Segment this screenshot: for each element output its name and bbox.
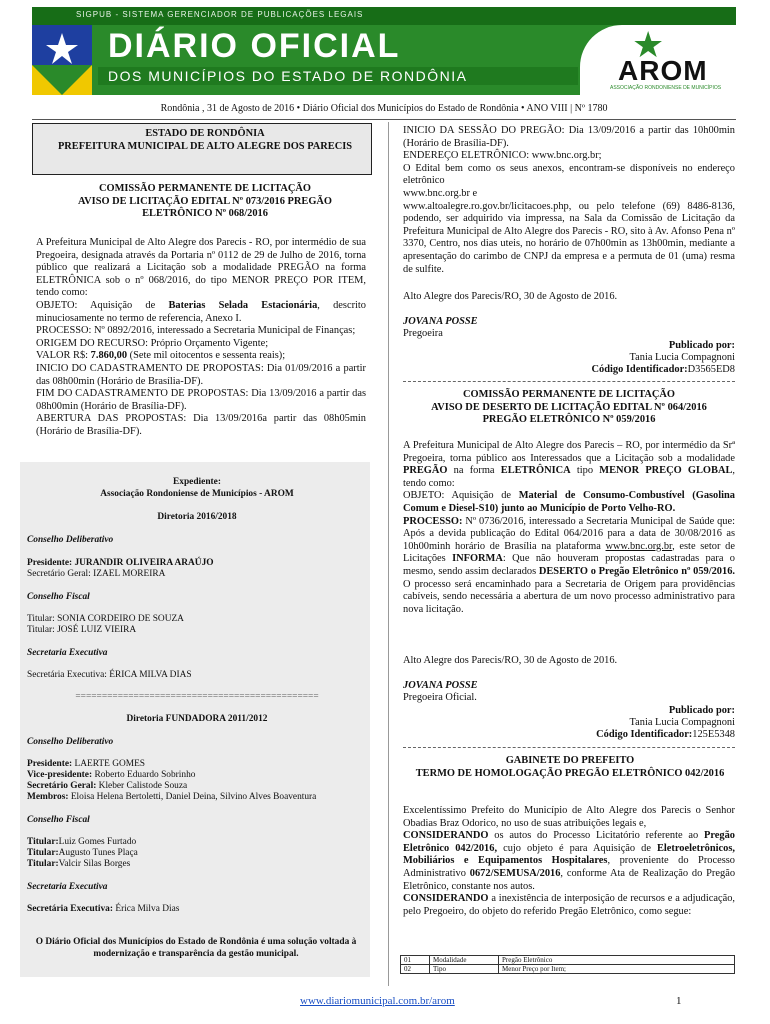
value: Érica Milva Dias bbox=[115, 904, 180, 914]
secretaria-executiva-2: Secretaria Executiva bbox=[27, 882, 108, 892]
label: Titular: bbox=[27, 837, 59, 847]
expediente-separator: ============================================== bbox=[75, 692, 319, 702]
masthead-title: DIÁRIO OFICIAL bbox=[108, 27, 401, 65]
act1-abertura: ABERTURA DAS PROPOSTAS: Dia 13/09/2016a partir das 08h05min (Horário de Brasília-DF). bbox=[36, 413, 366, 437]
table-cell: 02 bbox=[401, 965, 430, 974]
signatory-2-role: Pregoeira Oficial. bbox=[403, 692, 477, 703]
act1-continuation bbox=[403, 125, 735, 276]
identifier-label: Código Identificador: bbox=[596, 729, 693, 740]
conselho-fiscal-2: Conselho Fiscal bbox=[27, 815, 90, 825]
entity-state: ESTADO DE RONDÔNIA bbox=[145, 128, 265, 139]
footer-website-link[interactable]: www.diariomunicipal.com.br/arom bbox=[300, 995, 455, 1007]
titular-c bbox=[27, 859, 367, 871]
signatory-2-name: JOVANA POSSE bbox=[403, 680, 478, 691]
identifier-code: 125E5348 bbox=[692, 729, 735, 740]
t: Material de Consumo-Combustível (Gasolina Comum e Diesel-S10) junto ao Município de Porto Velho-RO. bbox=[403, 490, 735, 514]
act3-considerando-2 bbox=[403, 893, 735, 918]
label: Secretário Geral: bbox=[27, 781, 99, 791]
edital-details: www.altoalegre.ro.gov.br/licitacoes.php, ou pelo telefone (69) 8486-8136, podendo, ser adquirido via impressa, na Sala da Comissão de Licitação da Prefeitura Municipal de Alto Alegre dos Parecis - RO, sito à Av. Afonso Pena nº 3370, Centro, nos dias uteis, no horário de 07h00min as 13h00min, mediante a apresentação do carimbo de CNPJ da empresa e a permuta de 01 (uma) resma de sulfite. bbox=[403, 200, 735, 275]
act2-objeto bbox=[403, 490, 735, 515]
masthead-banner bbox=[32, 7, 736, 95]
act3-term: TERMO DE HOMOLOGAÇÃO PREGÃO ELETRÔNICO 042/2016 bbox=[415, 767, 725, 779]
t: CONSIDERANDO bbox=[403, 893, 489, 905]
value: Kleber Calistode Souza bbox=[98, 781, 188, 791]
t: , este setor de Licitações bbox=[403, 540, 735, 565]
electronic-address: ENDEREÇO ELETRÔNICO: www.bnc.org.br; bbox=[403, 150, 602, 162]
homologation-table bbox=[400, 955, 735, 974]
titular-2: Titular: JOSÉ LUIZ VIEIRA bbox=[27, 625, 137, 635]
label: Presidente: bbox=[27, 759, 75, 769]
titular-1: Titular: SONIA CORDEIRO DE SOUZA bbox=[27, 614, 184, 624]
valor-words: (Sete mil oitocentos e sessenta reais); bbox=[127, 350, 286, 362]
identifier-label: Código Identificador: bbox=[591, 364, 688, 375]
act1-body bbox=[36, 237, 366, 439]
dateline: Rondônia , 31 de Agosto de 2016 • Diário Oficial dos Municípios do Estado de Rondônia • ANO VIII | Nº 1780 bbox=[160, 103, 608, 114]
act1-fim: FIM DO CADASTRAMENTO DE PROPOSTAS: Dia 13/09/2016 a partir das 08h00min (Horário de Brasília-DF). bbox=[36, 388, 366, 412]
table-row bbox=[401, 956, 735, 965]
t: , conforme Ata de Realização do Pregão Eletrônico, constante nos autos. bbox=[403, 867, 736, 892]
publisher-2-name: Tania Lucia Compagnoni bbox=[629, 717, 735, 728]
masthead-subtitle: DOS MUNICÍPIOS DO ESTADO DE RONDÔNIA bbox=[108, 68, 468, 84]
act2-notice: AVISO DE DESERTO DE LICITAÇÃO EDITAL Nº 064/2016 bbox=[431, 401, 707, 413]
t: Nº 0736/2016, interessado a Secretaria Municipal de Saúde que: Após a devida publicação do Edital 064/2016 para a data de 30/08/2016 as 10h00minh horário de Brasília na plataforma bbox=[403, 515, 735, 552]
identifier-1 bbox=[403, 364, 735, 377]
session-start: INICIO DA SESSÃO DO PREGÃO: Dia 13/09/2016 a partir das 10h00min (Horário de Brasília-DF). bbox=[403, 125, 735, 149]
arom-logo bbox=[580, 25, 736, 95]
value: Roberto Eduardo Sobrinho bbox=[94, 770, 196, 780]
column-divider bbox=[388, 122, 389, 986]
t: Eletroeletrônicos, Mobiliários e Equipamentos Hospitalares bbox=[403, 842, 735, 867]
act2-body bbox=[403, 440, 735, 616]
secretario-geral: Secretário Geral: IZAEL MOREIRA bbox=[27, 569, 166, 579]
valor-amount: 7.860,00 bbox=[90, 350, 128, 362]
act2-pregao: PREGÃO ELETRÔNICO Nº 059/2016 bbox=[482, 414, 656, 426]
value: LAERTE GOMES bbox=[74, 759, 146, 769]
label: Titular: bbox=[27, 848, 59, 858]
value: Valcir Silas Borges bbox=[58, 859, 131, 869]
objeto-desc: , descrito minuciosamente no termo de referencia, Anexo I. bbox=[36, 299, 366, 324]
diretoria-title: Diretoria 2016/2018 bbox=[157, 512, 237, 522]
identifier-code: D3565ED8 bbox=[687, 364, 735, 375]
section-divider-1 bbox=[403, 381, 735, 382]
value: Augusto Tunes Plaça bbox=[58, 848, 138, 858]
membros bbox=[27, 792, 367, 804]
expediente-org: Associação Rondoniense de Municípios - AROM bbox=[100, 488, 294, 499]
table-row bbox=[401, 965, 735, 974]
act1-title bbox=[48, 183, 362, 221]
t: tipo bbox=[570, 465, 600, 477]
act3-considerando-1 bbox=[403, 830, 735, 893]
act1-commission: COMISSÃO PERMANENTE DE LICITAÇÃO bbox=[99, 183, 311, 194]
entity-header bbox=[48, 128, 362, 153]
published-by-2: Publicado por: bbox=[668, 705, 735, 716]
conselho-deliberativo: Conselho Deliberativo bbox=[27, 535, 114, 545]
t: cujo objeto é para Aquisição de bbox=[497, 842, 657, 854]
expediente-title bbox=[27, 477, 367, 500]
label: Membros: bbox=[27, 792, 71, 802]
signatory-1-name: JOVANA POSSE bbox=[403, 316, 478, 327]
titular-a bbox=[27, 837, 367, 849]
edital-availability: O Edital bem como os seus anexos, encontram-se disponíveis no endereço eletrônico bbox=[403, 162, 735, 187]
diretoria-fundadora: Diretoria FUNDADORA 2011/2012 bbox=[126, 714, 268, 724]
act1-intro: A Prefeitura Municipal de Alto Alegre dos Parecis - RO, por intermédio de sua Pregoeira, designada através da Portaria nº 0112 de 29 de Julho de 2016, torna público que realizará a Licitação sob a modalidade PREGÃO na forma ELETRÔNICA sob o nº 068/2016, do tipo MENOR PREÇO POR ITEM, tendo como: bbox=[36, 237, 366, 299]
vice-presidente bbox=[27, 770, 367, 782]
t: os autos do Processo Licitatório referente ao bbox=[488, 830, 705, 842]
act1-origem: ORIGEM DO RECURSO: Próprio Orçamento Vigente; bbox=[36, 337, 269, 349]
t: ELETRÔNICA bbox=[500, 465, 571, 477]
arom-logo-name: AROM bbox=[618, 55, 708, 86]
t: INFORMA bbox=[452, 553, 503, 565]
act1-inicio: INICIO DO CADASTRAMENTO DE PROPOSTAS: Dia 01/09/2016 a partir das 08h00min (Horário de Brasília-DF). bbox=[36, 362, 366, 387]
header-divider bbox=[32, 119, 736, 120]
act1-valor bbox=[36, 350, 366, 363]
act3-title bbox=[415, 755, 725, 780]
t: na forma bbox=[447, 465, 501, 477]
table-cell: 01 bbox=[401, 956, 430, 965]
presidente: Presidente: JURANDIR OLIVEIRA ARAÚJO bbox=[27, 558, 214, 568]
entity-prefeitura: PREFEITURA MUNICIPAL DE ALTO ALEGRE DOS PARECIS bbox=[57, 140, 353, 152]
act3-intro: Excelentíssimo Prefeito do Município de Alto Alegre dos Parecis o Senhor Obadias Braz Odorico, no uso de suas atribuições legais e, bbox=[403, 805, 735, 829]
secretario-geral-2 bbox=[27, 781, 367, 793]
secretaria-executiva: Secretaria Executiva bbox=[27, 648, 108, 658]
valor-label: VALOR R$: bbox=[36, 350, 91, 362]
t: : Que não houveram propostas cadastradas para o mesmo, sendo assim declarados bbox=[403, 553, 736, 577]
act2-intro bbox=[403, 440, 735, 490]
label: Secretária Executiva: bbox=[27, 904, 116, 914]
t: PREGÃO bbox=[403, 465, 448, 477]
published-by-1: Publicado por: bbox=[668, 340, 735, 351]
t: OBJETO: Aquisição de bbox=[403, 490, 519, 502]
arom-logo-assoc: ASSOCIAÇÃO RONDONIENSE DE MUNICÍPIOS bbox=[610, 85, 722, 91]
table-cell: Tipo bbox=[430, 965, 499, 974]
t: PROCESSO: bbox=[403, 515, 463, 527]
secretaria-executiva-name: Secretária Executiva: ÉRICA MILVA DIAS bbox=[27, 670, 192, 680]
section-divider-2 bbox=[403, 747, 735, 748]
act2-processo bbox=[403, 516, 735, 617]
act1-processo: PROCESSO: Nº 0892/2016, interessado a Secretaria Municipal de Finanças; bbox=[36, 325, 356, 337]
identifier-2 bbox=[403, 729, 735, 742]
publisher-1-name: Tania Lucia Compagnoni bbox=[629, 352, 735, 363]
act3-body bbox=[403, 805, 735, 918]
presidente-2 bbox=[27, 759, 367, 771]
titular-b bbox=[27, 848, 367, 860]
conselho-fiscal: Conselho Fiscal bbox=[27, 592, 90, 602]
objeto-item: Baterias Selada Estacionária bbox=[168, 299, 318, 311]
label: Vice-presidente: bbox=[27, 770, 95, 780]
t: , proveniente do Processo Administrativo bbox=[403, 855, 735, 879]
t: CONSIDERANDO bbox=[403, 830, 489, 842]
page-number: 1 bbox=[676, 995, 682, 1007]
t: , tendo como: bbox=[403, 465, 735, 489]
act2-commission: COMISSÃO PERMANENTE DE LICITAÇÃO bbox=[463, 389, 675, 400]
t: Pregão Eletrônico 042/2016, bbox=[403, 830, 735, 854]
masthead-subline: SIGPUB - SISTEMA GERENCIADOR DE PUBLICAÇÕES LEGAIS bbox=[76, 10, 364, 19]
secretaria-executiva-name-2 bbox=[27, 904, 367, 916]
motto: O Diário Oficial dos Municípios do Estado de Rondônia é uma solução voltada à modernização e transparência da gestão municipal. bbox=[35, 937, 357, 959]
act1-objeto bbox=[36, 300, 366, 325]
table-cell: Pregão Eletrônico bbox=[499, 956, 735, 965]
expediente-label: Expediente: bbox=[173, 477, 221, 487]
edital-link-1: www.bnc.org.br e bbox=[403, 187, 478, 199]
table-cell: Menor Preço por Item; bbox=[499, 965, 735, 974]
bnc-link[interactable]: www.bnc.org.br bbox=[605, 540, 673, 552]
value: Luiz Gomes Furtado bbox=[58, 837, 137, 847]
t: a inexistência de interposição de recursos e a adjudicação, pelo Pregoeiro, do objeto do referido Pregão Eletrônico, como segue: bbox=[403, 893, 735, 917]
act2-title bbox=[403, 389, 735, 427]
signatory-1-role: Pregoeira bbox=[403, 328, 443, 339]
t: A Prefeitura Municipal de Alto Alegre dos Parecis – RO, por intermédio da Srª Pregoeira, torna público aos Interessados que a Licitação sob a modalidade bbox=[403, 440, 735, 464]
conselho-deliberativo-2: Conselho Deliberativo bbox=[27, 737, 114, 747]
place-date-2: Alto Alegre dos Parecis/RO, 30 de Agosto de 2016. bbox=[403, 655, 618, 666]
value: Eloisa Helena Bertoletti, Daniel Deina, Silvino Alves Boaventura bbox=[70, 792, 317, 802]
place-date-1: Alto Alegre dos Parecis/RO, 30 de Agosto de 2016. bbox=[403, 291, 618, 302]
star-icon: ★ bbox=[632, 25, 665, 65]
objeto-label: OBJETO: Aquisição de bbox=[36, 299, 169, 311]
act1-notice: AVISO DE LICITAÇÃO EDITAL Nº 073/2016 PREGÃO ELETRÔNICO Nº 068/2016 bbox=[78, 195, 332, 220]
label: Titular: bbox=[27, 859, 59, 869]
table-cell: Modalidade bbox=[430, 956, 499, 965]
t: O processo será encaminhado para a Secretaria de Origem para providências cabíveis, sendo necessária a abertura de um novo processo administrativo para nova licitação. bbox=[403, 578, 735, 615]
rondonia-flag-icon bbox=[32, 25, 92, 95]
t: 0672/SEMUSA/2016 bbox=[469, 867, 561, 879]
t: DESERTO o Pregão Eletrônico nº 059/2016. bbox=[538, 565, 735, 577]
act3-office: GABINETE DO PREFEITO bbox=[505, 755, 635, 766]
t: MENOR PREÇO GLOBAL bbox=[599, 465, 733, 477]
